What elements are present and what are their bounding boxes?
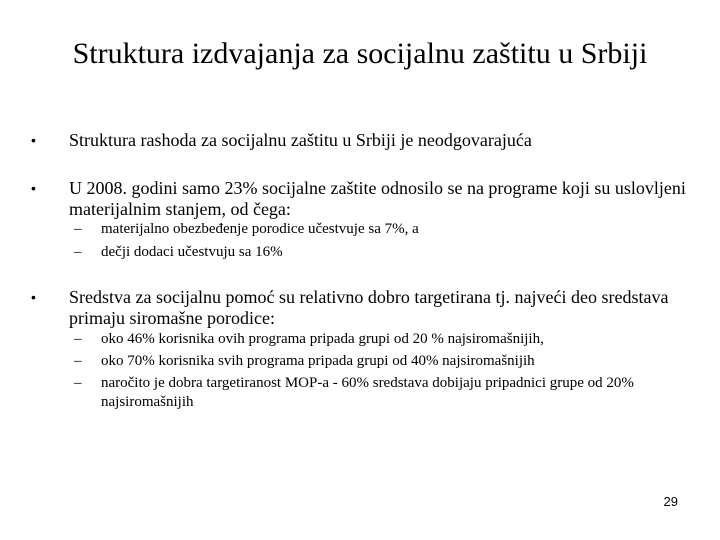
dash-icon: – [74, 375, 82, 391]
dash-icon: – [74, 353, 82, 369]
bullet-text: U 2008. godini samo 23% socijalne zaštite odnosilo se na programe koji su uslovljeni materijalnim stanjem, od čega: [69, 178, 686, 219]
sub-item-text: oko 70% korisnika svih programa pripada grupi od 40% najsiromašnijih [101, 353, 535, 369]
bullet-text: Sredstva za socijalnu pomoć su relativno dobro targetirana tj. najveći deo sredstava primaju siromašne porodice: [69, 287, 669, 328]
sub-item-text: naročito je dobra targetiranost MOP-a - 60% sredstava dobijaju pripadnici grupe od 20% najsiromašnijih [101, 375, 634, 410]
sub-item-text: oko 46% korisnika ovih programa pripada grupi od 20 % najsiromašnijih, [101, 331, 544, 347]
bullet-icon: • [31, 132, 36, 148]
slide-title: Struktura izdvajanja za socijalnu zaštitu u Srbiji [72, 37, 648, 70]
sub-item-text: dečji dodaci učestvuju sa 16% [101, 244, 283, 260]
dash-icon: – [74, 331, 82, 347]
dash-icon: – [74, 244, 82, 260]
bullet-text: Struktura rashoda za socijalnu zaštitu u Srbiji je neodgovarajuća [69, 130, 532, 150]
page-number: 29 [663, 494, 678, 509]
sub-item-text: materijalno obezbeđenje porodice učestvuje sa 7%, a [101, 221, 419, 237]
bullet-icon: • [31, 289, 36, 305]
bullet-icon: • [31, 180, 36, 196]
dash-icon: – [74, 221, 82, 237]
